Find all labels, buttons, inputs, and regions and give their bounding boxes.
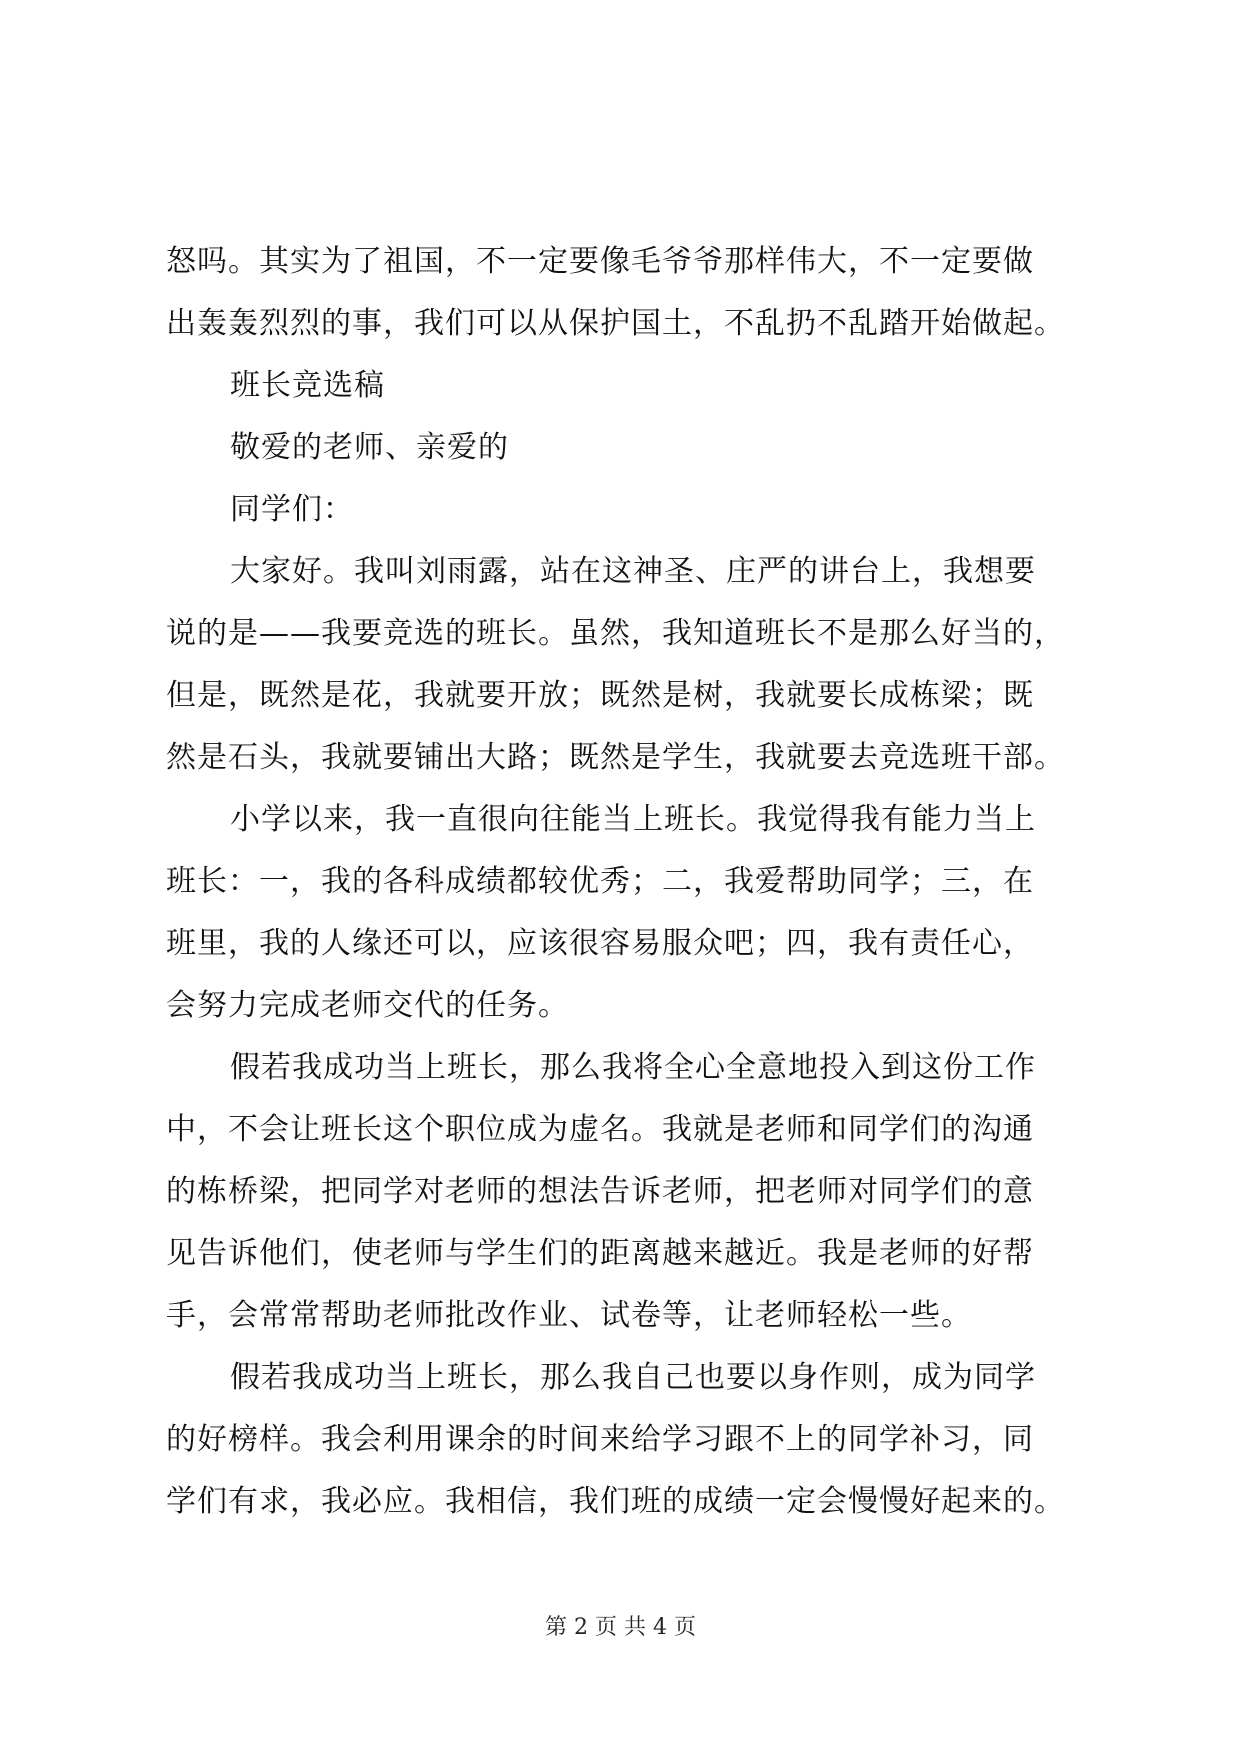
salutation-line: 同学们：: [230, 492, 354, 527]
text-line: 手，会常常帮助老师批改作业、试卷等，让老师轻松一些。: [166, 1298, 972, 1333]
text-line: 说的是——我要竞选的班长。虽然，我知道班长不是那么好当的，: [166, 616, 1065, 651]
text-line: 中，不会让班长这个职位成为虚名。我就是老师和同学们的沟通: [166, 1112, 1034, 1147]
document-body: [166, 231, 1106, 1533]
text-line: 会努力完成老师交代的任务。: [166, 988, 569, 1023]
salutation-line: 敬爱的老师、亲爱的: [230, 430, 509, 465]
text-line: 学们有求，我必应。我相信，我们班的成绩一定会慢慢好起来的。: [166, 1484, 1065, 1519]
text-line: 出轰轰烈烈的事，我们可以从保护国土，不乱扔不乱踏开始做起。: [166, 306, 1065, 341]
text-line: 然是石头，我就要铺出大路；既然是学生，我就要去竞选班干部。: [166, 740, 1065, 775]
text-line: 假若我成功当上班长，那么我自己也要以身作则，成为同学: [230, 1360, 1036, 1395]
text-line: 假若我成功当上班长，那么我将全心全意地投入到这份工作: [230, 1050, 1036, 1085]
text-line: 的栋桥梁，把同学对老师的想法告诉老师，把老师对同学们的意: [166, 1174, 1034, 1209]
text-line: 大家好。我叫刘雨露，站在这神圣、庄严的讲台上，我想要: [230, 554, 1036, 589]
text-line: 班里，我的人缘还可以，应该很容易服众吧；四，我有责任心，: [166, 926, 1034, 961]
text-line: 小学以来，我一直很向往能当上班长。我觉得我有能力当上: [230, 802, 1036, 837]
page-number-footer: 第 2 页 共 4 页: [545, 1615, 696, 1640]
text-line: 但是，既然是花，我就要开放；既然是树，我就要长成栋梁；既: [166, 678, 1034, 713]
text-line: 怒吗。其实为了祖国，不一定要像毛爷爷那样伟大，不一定要做: [166, 244, 1034, 279]
text-line: 见告诉他们，使老师与学生们的距离越来越近。我是老师的好帮: [166, 1236, 1034, 1271]
text-line: 班长：一，我的各科成绩都较优秀；二，我爱帮助同学；三，在: [166, 864, 1034, 899]
text-line: 的好榜样。我会利用课余的时间来给学习跟不上的同学补习，同: [166, 1422, 1034, 1457]
section-title: 班长竞选稿: [230, 368, 385, 403]
